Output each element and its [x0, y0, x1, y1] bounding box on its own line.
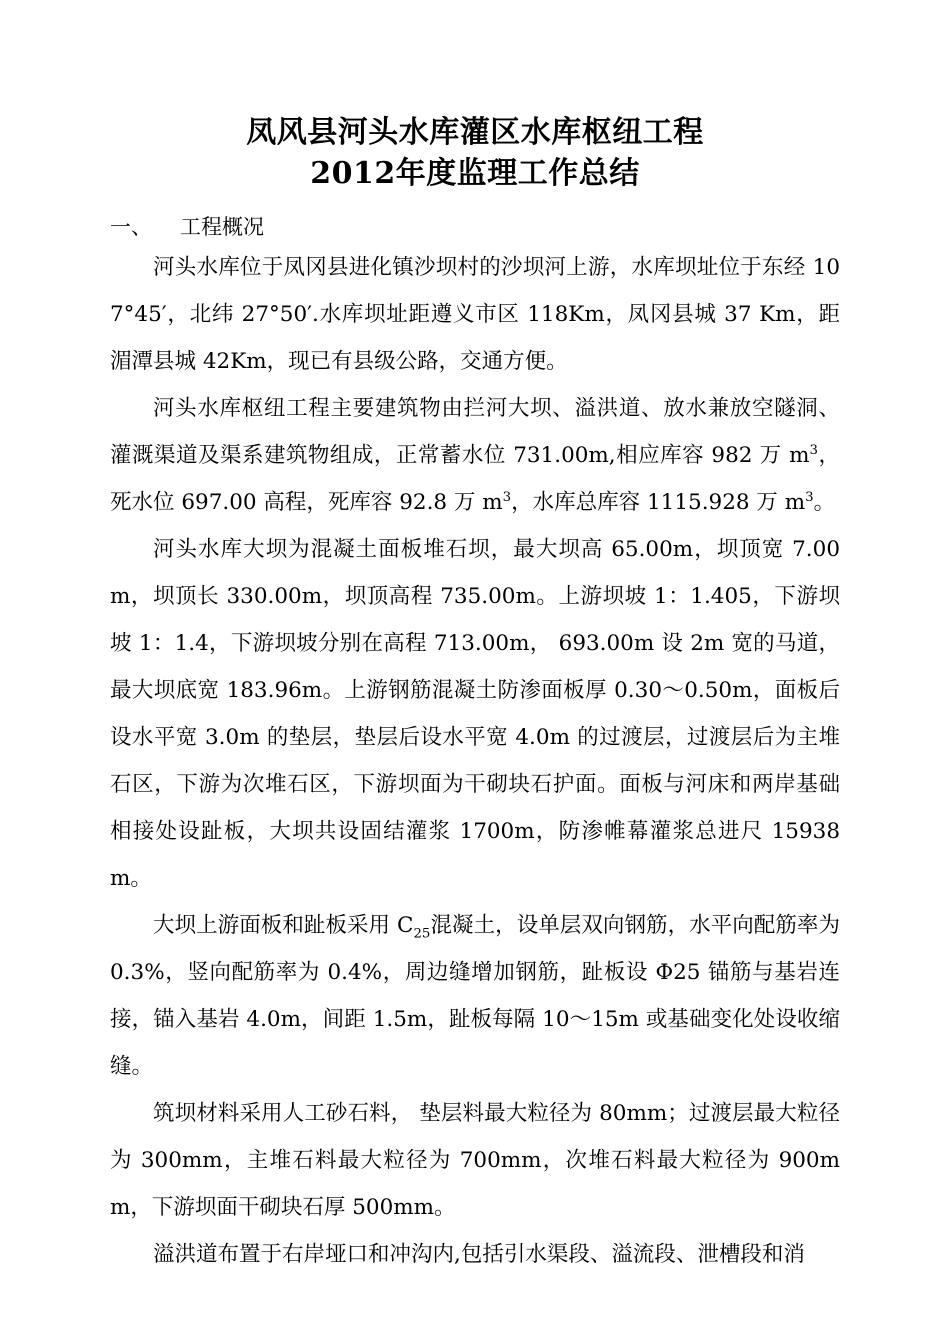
text-run: ，水库总库容 1115.928 万 m [511, 490, 806, 515]
text-run: 。 [813, 490, 836, 515]
paragraph-p5-materials [110, 1090, 840, 1231]
text-run: 筑坝材料采用人工砂石料， 垫层料最大粒径为 80mm；过渡层最大粒径为 300mm，主堆石料最大粒径为 700mm，次堆石料最大粒径为 900mm，下游坝面干砌块石厚 500mm。 [110, 1101, 840, 1220]
text-run: 溢洪道布置于右岸垭口和冲沟内,包括引水渠段、溢流段、泄槽段和消 [153, 1242, 805, 1267]
page-title [110, 112, 840, 194]
document-title-line-1: 凤风县河头水库灌区水库枢纽工程 [246, 115, 704, 150]
text-run: 河头水库大坝为混凝土面板堆石坝，最大坝高 65.00m，坝顶宽 7.00m，坝顶长 330.00m，坝顶高程 735.00m。上游坝坡 1：1.405，下游坝坡 1：1.4，下游坝坡分别在高程 713.00m， 693.00m 设 2m 宽的马道， 最大坝底宽 183.96m。上游钢筋混凝土防渗面板厚 0.30～0.50m，面板后设水平宽 3.0m 的垫层，垫层后设水平宽 4.0m 的过渡层，过渡层后为主堆石区，下游为次堆石区，下游坝面为干砌块石护面。面板与河床和两岸基础相接处设趾板，大坝共设固结灌浆 1700m，防渗帷幕灌浆总进尺 15938m。 [110, 537, 840, 891]
text-run: 河头水库枢纽工程主要建筑物由拦河大坝、溢洪道、放水兼放空隧洞、灌溉渠道及渠系建筑物组成，正常蓄水位 731.00m,相应库容 982 万 m [110, 396, 840, 468]
superscript: 3 [809, 442, 818, 458]
paragraph-p4-concrete [110, 902, 840, 1090]
paragraph-p2-structures [110, 385, 840, 526]
section-heading-1 [110, 210, 840, 244]
paragraph-p3-dam [110, 526, 840, 902]
paragraph-p6-spillway [110, 1231, 840, 1278]
paragraph-p1-location [110, 244, 840, 385]
section-number: 一、 [110, 215, 152, 239]
superscript: 3 [805, 489, 814, 505]
subscript: 25 [413, 926, 431, 942]
text-run: 混凝土，设单层双向钢筋，水平向配筋率为 0.3%，竖向配筋率为 0.4%，周边缝增加钢筋，趾板设 Φ25 锚筋与基岩连接，锚入基岩 4.0m，间距 1.5m，趾板每隔 10～15m 或基础变化处设收缩缝。 [110, 913, 840, 1079]
text-run: 大坝上游面板和趾板采用 C [153, 913, 414, 938]
document-body [110, 244, 840, 1278]
section-heading-label: 工程概况 [180, 215, 264, 239]
document-title-line-2: 2012年度监理工作总结 [310, 156, 640, 191]
text-run: 河头水库位于凤冈县进化镇沙坝村的沙坝河上游，水库坝址位于东经 107°45′，北纬 27°50′.水库坝址距遵义市区 118Km，凤冈县城 37 Km，距湄潭县城 42Km，现已有县级公路，交通方便。 [110, 255, 840, 374]
superscript: 3 [502, 489, 512, 505]
text-run: ，死水位 697.00 高程，死库容 92.8 万 m [110, 443, 840, 515]
